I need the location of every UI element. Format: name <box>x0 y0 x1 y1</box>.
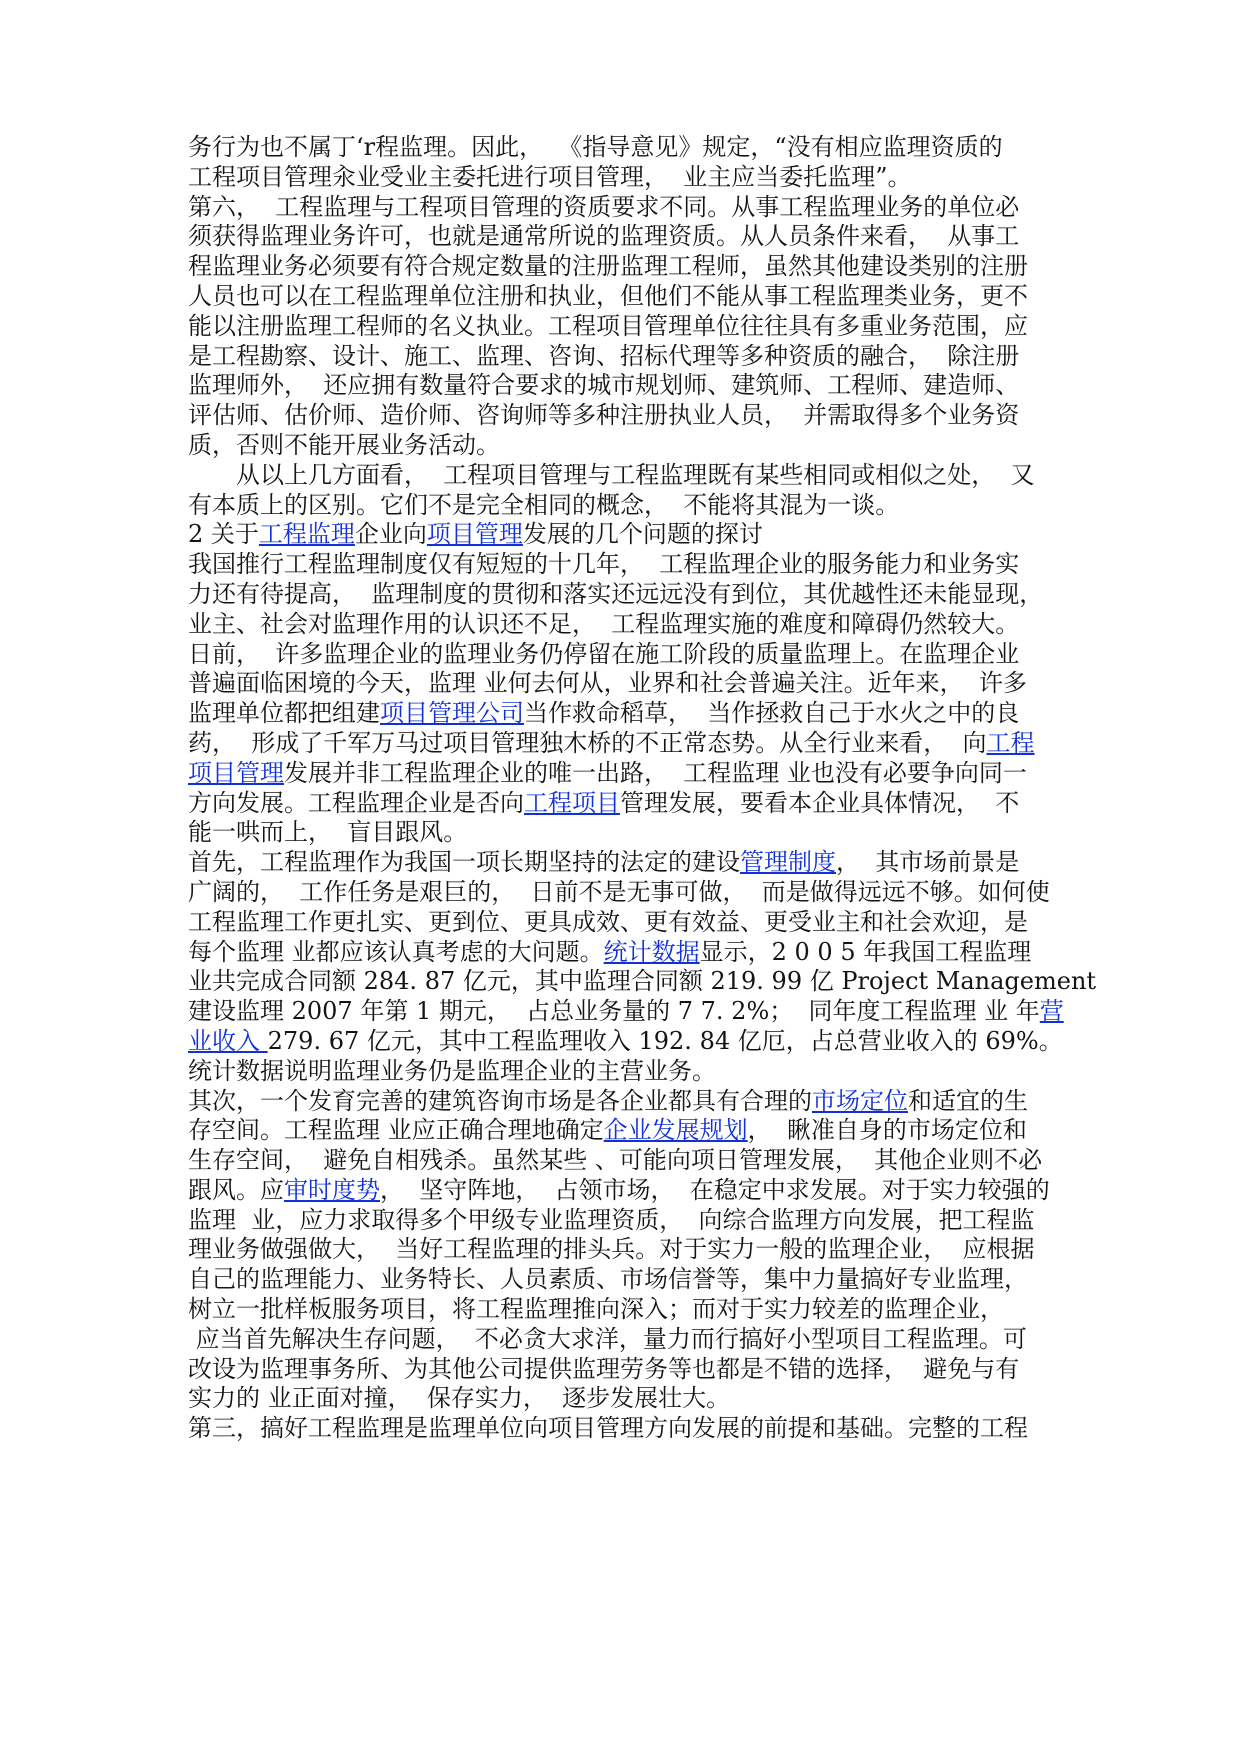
hyperlink[interactable]: 工程监理 <box>258 520 355 549</box>
text-line: 实力的 业正面对撞， 保存实力， 逐步发展壮大。 <box>188 1384 731 1413</box>
text-line: 广阔的， 工作任务是艰巨的， 日前不是无事可做， 而是做得远远不够。如何使 <box>188 877 1050 906</box>
text-line <box>188 1087 1060 1117</box>
document-body <box>188 133 1097 1444</box>
text-segment: 每个监理 业都应该认真考虑的大问题。 <box>188 937 604 966</box>
text-segment: 当作救命稻草， 当作拯救自己于水火之中的良 <box>524 699 1020 728</box>
text-line: 理业务做强做大， 当好工程监理的排头兵。对于实力一般的监理企业， 应根据 <box>188 1235 1035 1264</box>
hyperlink[interactable]: 管理制度 <box>740 848 836 877</box>
text-segment: 企业向 <box>354 520 427 549</box>
text-segment: 方向发展。工程监理企业是否向 <box>188 788 524 817</box>
text-line: 务行为也不属丁‘r程监理。因此， 《指导意见》规定，“没有相应监理资质的 <box>188 133 1003 161</box>
text-line: 我国推行工程监理制度仅有短短的十几年， 工程监理企业的服务能力和业务实 <box>188 550 1020 579</box>
text-segment: 药， 形成了千军万马过项目管理独木桥的不正常态势。从全行业来看， 向 <box>188 728 987 757</box>
text-line: 应当首先解决生存问题， 不必贪大求洋，量力而行搞好小型项目工程监理。可 <box>188 1324 1027 1353</box>
text-segment: 存空间。工程监理 业应正确合理地确定 <box>188 1116 604 1145</box>
hyperlink[interactable]: 市场定位 <box>812 1086 908 1115</box>
text-line: 业主、社会对监理作用的认识还不足， 工程监理实施的难度和障碍仍然较大。 <box>188 609 1020 638</box>
text-line: 能一哄而上， 盲目跟风。 <box>188 818 468 847</box>
text-line: 质，否则不能开展业务活动。 <box>188 430 500 459</box>
hyperlink[interactable]: 工程项目 <box>524 788 620 817</box>
hyperlink[interactable]: 企业发展规划 <box>603 1116 748 1145</box>
text-line: 力还有待提高， 监理制度的贯彻和落实还远远没有到位，其优越性还未能显现， <box>188 579 1044 608</box>
text-line: 监理师外， 还应拥有数量符合要求的城市规划师、建筑师、工程师、建造师、 <box>188 371 1020 400</box>
text-line: 是工程勘察、设计、施工、监理、咨询、招标代理等多种资质的融合， 除注册 <box>188 341 1020 370</box>
text-line: 有本质上的区别。它们不是完全相同的概念， 不能将其混为一谈。 <box>188 490 900 519</box>
text-line: 程监理业务必须要有符合规定数量的注册监理工程师，虽然其他建设类别的注册 <box>188 252 1028 281</box>
text-segment: 管理发展，要看本企业具体情况， 不 <box>620 788 1020 817</box>
text-line: 统计数据说明监理业务仍是监理企业的主营业务。 <box>188 1056 716 1085</box>
text-line: 业共完成合同额 284. 87 亿元，其中监理合同额 219. 99 亿 Project Management <box>188 967 1097 996</box>
text-line <box>188 729 1060 759</box>
text-line <box>188 997 1064 1027</box>
text-line: 人员也可以在工程监理单位注册和执业，但他们不能从事工程监理类业务，更不 <box>188 281 1028 310</box>
text-line <box>188 789 1060 819</box>
text-segment: 建设监理 2007 年第 1 期元， 占总业务量的 7 7. 2%； 同年度工程监理 业 年 <box>188 997 1040 1026</box>
hyperlink[interactable]: 审时度势 <box>284 1175 380 1204</box>
text-line: 第三，搞好工程监理是监理单位向项目管理方向发展的前提和基础。完整的工程 <box>188 1414 1028 1443</box>
text-line: 第六， 工程监理与工程项目管理的资质要求不同。从事工程监理业务的单位必 <box>188 192 1020 221</box>
text-line: 从以上几方面看， 工程项目管理与工程监理既有某些相同或相似之处， 又 <box>236 460 1035 489</box>
text-segment: ， 其市场前景是 <box>836 848 1020 877</box>
text-segment: ， 瞅准自身的市场定位和 <box>747 1116 1027 1145</box>
text-segment: 显示，2 0 0 5 年我国工程监理 <box>699 937 1032 966</box>
text-segment: 首先，工程监理作为我国一项长期坚持的法定的建设 <box>188 848 740 877</box>
text-segment: 279. 67 亿元，其中工程监理收入 192. 84 亿厄，占总营业收入的 69%。 <box>267 1026 1063 1055</box>
hyperlink[interactable]: 项目管理 <box>188 758 284 787</box>
hyperlink[interactable]: 业收入 <box>188 1026 268 1055</box>
hyperlink[interactable]: 项目管理公司 <box>380 699 524 728</box>
text-line: 生存空间， 避免自相残杀。虽然某些 、可能向项日管理发展， 其他企业则不必 <box>188 1146 1043 1175</box>
text-line <box>188 1116 1060 1146</box>
text-line: 工程监理工作更扎实、更到位、更具成效、更有效益、更受业主和社会欢迎，是 <box>188 907 1028 936</box>
text-segment: ， 坚守阵地， 占领市场， 在稳定中求发展。对于实力较强的 <box>380 1175 1050 1204</box>
text-line: 监理 业，应力求取得多个甲级专业监理资质， 向综合监理方向发展，把工程监 <box>188 1205 1035 1234</box>
text-line: 须获得监理业务许可，也就是通常所说的监理资质。从人员条件来看， 从事工 <box>188 222 1020 251</box>
hyperlink[interactable]: 统计数据 <box>603 937 700 966</box>
hyperlink[interactable]: 工程 <box>986 728 1035 757</box>
hyperlink[interactable]: 营 <box>1039 997 1064 1026</box>
text-line: 评估师、估价师、造价师、咨询师等多种注册执业人员， 并需取得多个业务资 <box>188 401 1020 430</box>
text-segment: 发展的几个问题的探讨 <box>522 520 763 549</box>
text-segment: 和适宜的生 <box>908 1086 1028 1115</box>
text-line: 自己的监理能力、业务特长、人员素质、市场信誉等，集中力量搞好专业监理， <box>188 1265 1028 1294</box>
text-line: 改设为监理事务所、为其他公司提供监理劳务等也都是不错的选择， 避免与有 <box>188 1354 1020 1383</box>
text-line: 树立一批样板服务项目，将工程监理推向深入；而对于实力较差的监理企业， <box>188 1295 1004 1324</box>
text-line <box>188 1026 1063 1057</box>
text-segment: 2 关于 <box>188 520 259 549</box>
text-segment: 其次，一个发育完善的建筑咨询市场是各企业都具有合理的 <box>188 1086 812 1115</box>
text-segment: 监理单位都把组建 <box>188 699 380 728</box>
text-line: 日前， 许多监理企业的监理业务仍停留在施工阶段的质量监理上。在监理企业 <box>188 639 1020 668</box>
text-segment: 发展并非工程监理企业的唯一出路， 工程监理 业也没有必要争向同一 <box>284 758 1027 787</box>
text-segment: 跟风。应 <box>188 1175 284 1204</box>
text-line <box>188 520 1060 550</box>
text-line <box>188 938 1060 968</box>
text-line <box>188 759 1060 789</box>
text-line <box>188 1176 1060 1206</box>
text-line: 普遍面临困境的今天，监理 业何去何从，业界和社会普遍关注。近年来， 许多 <box>188 669 1027 698</box>
text-line <box>188 848 1060 878</box>
text-line <box>188 699 1060 729</box>
hyperlink[interactable]: 项目管理 <box>426 520 523 549</box>
text-line: 能以注册监理工程师的名义执业。工程项目管理单位往往具有多重业务范围，应 <box>188 311 1028 340</box>
text-line: 工程项目管理汆业受业主委托进行项目管理， 业主应当委托监理”。 <box>188 162 912 191</box>
